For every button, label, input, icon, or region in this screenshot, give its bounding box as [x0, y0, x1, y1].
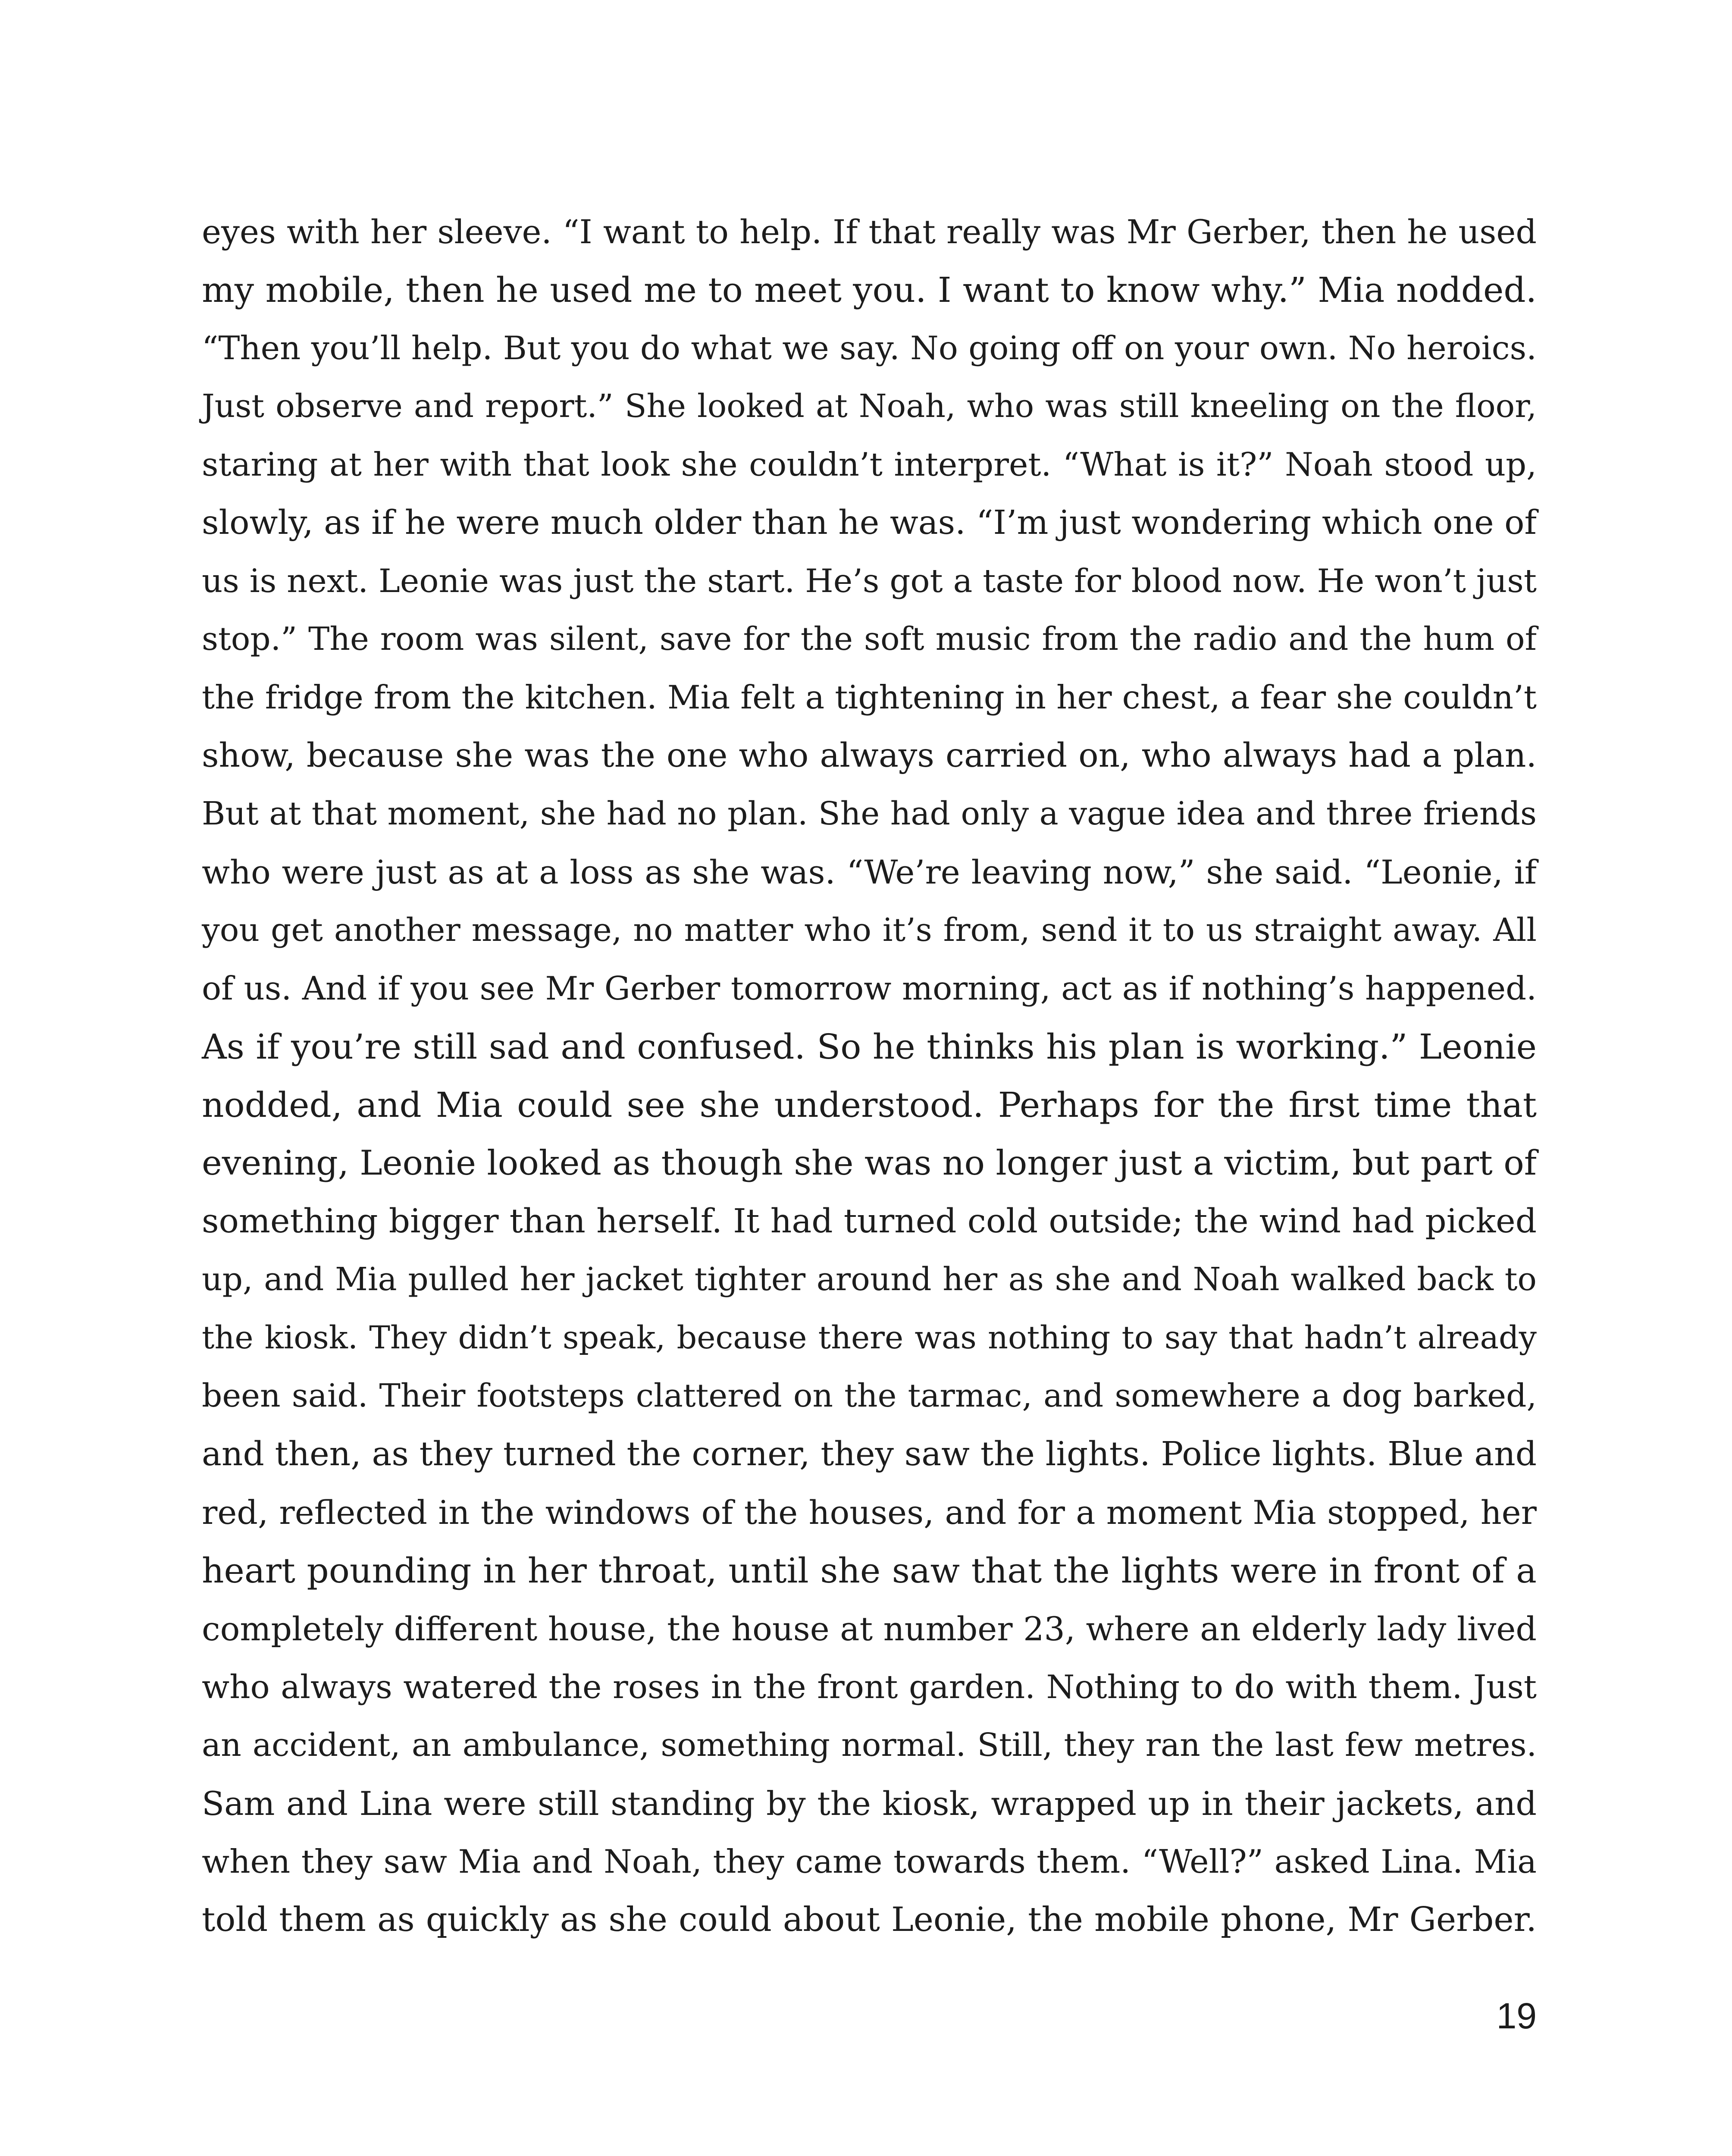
text-line: stop.” The room was silent, save for the soft music from the radio and the hum of [202, 620, 1537, 658]
text-line: But at that moment, she had no plan. She had only a vague idea and three friends [202, 795, 1537, 832]
text-line: staring at her with that look she couldn’t interpret. “What is it?” Noah stood up, [202, 445, 1537, 483]
text-line: As if you’re still sad and confused. So he thinks his plan is working.” Leonie [202, 1027, 1537, 1067]
text-line: an accident, an ambulance, something normal. Still, they ran the last few metres. [202, 1727, 1537, 1764]
page-number: 19 [1496, 1996, 1537, 2036]
text-line: my mobile, then he used me to meet you. I want to know why.” Mia nodded. [202, 270, 1537, 310]
text-line: Sam and Lina were still standing by the kiosk, wrapped up in their jackets, and [202, 1784, 1537, 1823]
text-line: nodded, and Mia could see she understood. Perhaps for the first time that [202, 1085, 1537, 1125]
text-line: evening, Leonie looked as though she was no longer just a victim, but part of [202, 1143, 1537, 1183]
text-line: heart pounding in her throat, until she saw that the lights were in front of a [202, 1551, 1537, 1591]
text-line: the fridge from the kitchen. Mia felt a tightening in her chest, a fear she couldn’t [202, 678, 1537, 716]
text-line: you get another message, no matter who it’s from, send it to us straight away. All [202, 912, 1537, 949]
text-line: been said. Their footsteps clattered on the tarmac, and somewhere a dog barked, [202, 1377, 1537, 1414]
text-line: who always watered the roses in the front garden. Nothing to do with them. Just [202, 1668, 1537, 1706]
text-line: of us. And if you see Mr Gerber tomorrow morning, act as if nothing’s happened. [202, 969, 1537, 1007]
text-line: eyes with her sleeve. “I want to help. If that really was Mr Gerber, then he used [202, 213, 1537, 251]
text-line: the kiosk. They didn’t speak, because there was nothing to say that hadn’t already [202, 1319, 1537, 1356]
body-text [202, 203, 1537, 1949]
text-line: something bigger than herself. It had turned cold outside; the wind had picked [202, 1202, 1537, 1241]
text-line: red, reflected in the windows of the houses, and for a moment Mia stopped, her [202, 1493, 1537, 1532]
text-line: and then, as they turned the corner, they saw the lights. Police lights. Blue and [202, 1435, 1537, 1473]
text-line: told them as quickly as she could about Leonie, the mobile phone, Mr Gerber. [202, 1900, 1537, 1939]
text-line: completely different house, the house at number 23, where an elderly lady lived [202, 1610, 1537, 1648]
text-line: “Then you’ll help. But you do what we say. No going off on your own. No heroics. [202, 329, 1537, 367]
text-line: up, and Mia pulled her jacket tighter around her as she and Noah walked back to [202, 1261, 1537, 1298]
text-line: slowly, as if he were much older than he was. “I’m just wondering which one of [202, 504, 1537, 542]
text-line: Just observe and report.” She looked at Noah, who was still kneeling on the floor, [202, 388, 1537, 425]
text-line: show, because she was the one who always carried on, who always had a plan. [202, 736, 1537, 775]
text-line: us is next. Leonie was just the start. He’s got a taste for blood now. He won’t just [202, 562, 1537, 600]
text-line: who were just as at a loss as she was. “We’re leaving now,” she said. “Leonie, if [202, 853, 1537, 891]
text-line: when they saw Mia and Noah, they came towards them. “Well?” asked Lina. Mia [202, 1843, 1537, 1880]
